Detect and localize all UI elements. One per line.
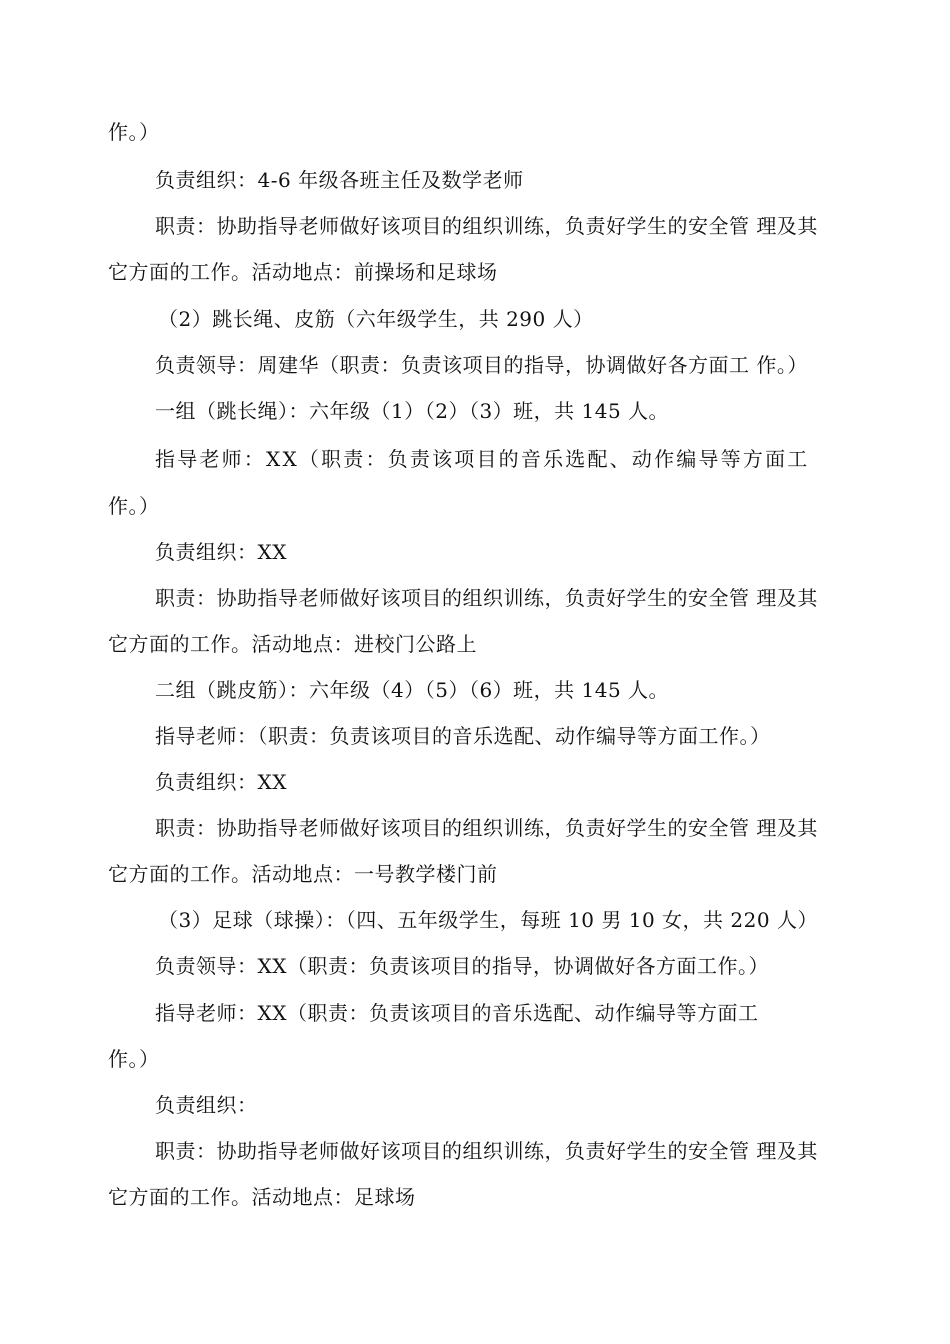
text-line: 职责：协助指导老师做好该项目的组织训练，负责好学生的安全管 理及其 [155,586,818,610]
text-line: 职责：协助指导老师做好该项目的组织训练，负责好学生的安全管 理及其 [155,1139,818,1163]
text-line: 负责组织： [155,1093,258,1117]
text-line: 它方面的工作。活动地点：足球场 [108,1185,416,1209]
section-heading: （3）足球（球操）：（四、五年级学生，每班 10 男 10 女，共 220 人） [158,908,818,932]
text-line: 一组（跳长绳）：六年级（1）（2）（3）班，共 145 人。 [155,399,670,423]
text-line: 作。） [108,1047,160,1071]
text-line: 负责组织：XX [155,540,287,564]
text-line: 职责：协助指导老师做好该项目的组织训练，负责好学生的安全管 理及其 [155,214,818,238]
text-line: 负责领导：周建华（职责：负责该项目的指导，协调做好各方面工 作。） [155,353,808,377]
text-line: 它方面的工作。活动地点：前操场和足球场 [108,260,498,284]
text-line: 负责组织：XX [155,770,287,794]
text-line: 作。） [108,120,160,144]
text-line: 它方面的工作。活动地点：一号教学楼门前 [108,862,498,886]
text-line: 负责领导：XX（职责：负责该项目的指导，协调做好各方面工作。） [155,954,769,978]
text-line: 指导老师：XX（职责：负责该项目的音乐选配、动作编导等方面工 [155,1001,759,1025]
text-line: 指导老师：（职责：负责该项目的音乐选配、动作编导等方面工作。） [155,724,771,748]
text-line: 它方面的工作。活动地点：进校门公路上 [108,632,477,656]
text-line: 二组（跳皮筋）：六年级（4）（5）（6）班，共 145 人。 [155,678,670,702]
section-heading: （2）跳长绳、皮筋（六年级学生，共 290 人） [158,307,594,331]
text-line: 指导老师：XX（职责：负责该项目的音乐选配、动作编导等方面工 [155,447,810,471]
text-line: 负责组织：4-6 年级各班主任及数学老师 [155,168,524,192]
text-line: 职责：协助指导老师做好该项目的组织训练，负责好学生的安全管 理及其 [155,816,818,840]
text-line: 作。） [108,494,160,518]
